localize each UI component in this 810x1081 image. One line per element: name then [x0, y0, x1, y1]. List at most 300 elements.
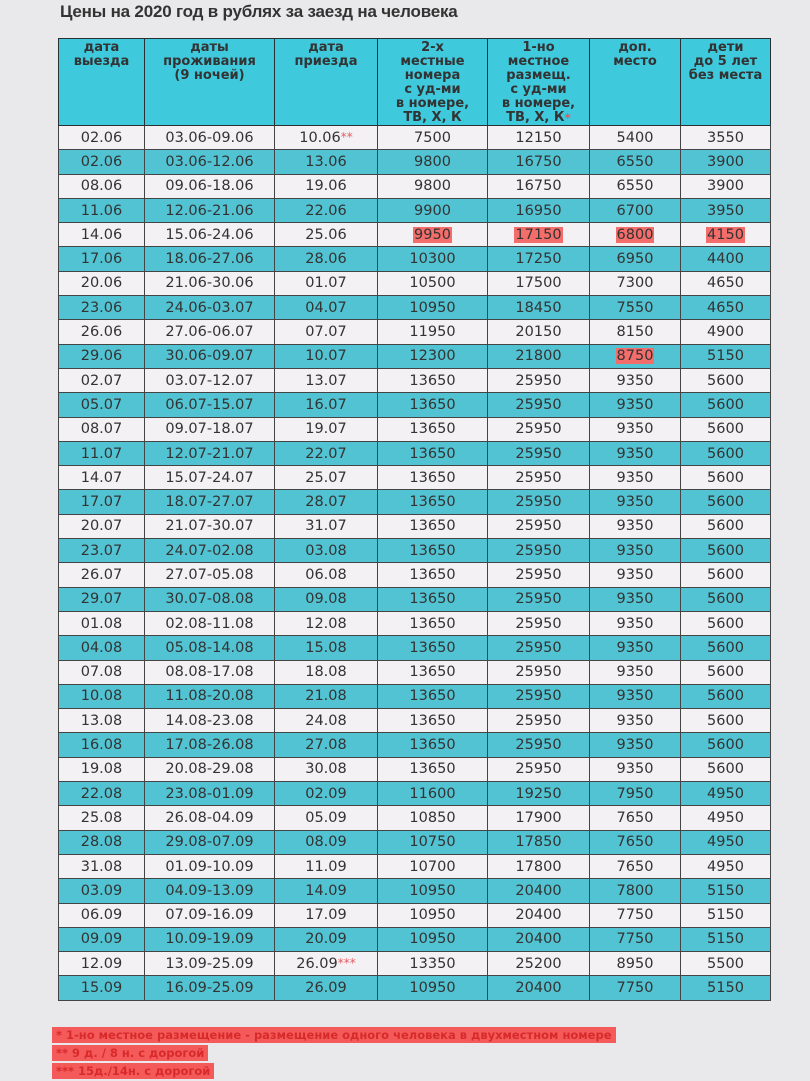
- cell-value: 9800: [414, 153, 451, 170]
- footnote-marker: *: [564, 111, 571, 125]
- cell-double-room-price: [378, 393, 488, 417]
- table-row: [59, 830, 771, 854]
- cell-single-room-price: [488, 927, 590, 951]
- cell-value: 22.08: [80, 785, 123, 802]
- cell-departure-date: [59, 514, 145, 538]
- cell-value: 20.08-29.08: [165, 761, 254, 778]
- cell-extra-bed-price: [590, 223, 681, 247]
- cell-double-room-price: [378, 466, 488, 490]
- cell-value: 01.08: [80, 615, 123, 632]
- cell-single-room-price: [488, 709, 590, 733]
- cell-double-room-price: [378, 709, 488, 733]
- cell-departure-date: [59, 733, 145, 757]
- table-row: [59, 344, 771, 368]
- cell-child-price: [681, 174, 771, 198]
- cell-value: 9900: [414, 202, 451, 219]
- cell-value: 25950: [515, 591, 562, 608]
- cell-departure-date: [59, 271, 145, 295]
- cell-extra-bed-price: [590, 490, 681, 514]
- cell-extra-bed-price: [590, 879, 681, 903]
- cell-single-room-price: [488, 514, 590, 538]
- cell-value: 01.07: [305, 275, 347, 292]
- table-row: [59, 733, 771, 757]
- cell-value: 30.06-09.07: [165, 348, 254, 365]
- cell-stay-dates: [145, 271, 275, 295]
- cell-extra-bed-price: [590, 684, 681, 708]
- cell-double-room-price: [378, 198, 488, 222]
- cell-departure-date: [59, 854, 145, 878]
- header-arrival-date: дата приезда: [275, 39, 378, 126]
- table-row: [59, 709, 771, 733]
- cell-single-room-price: [488, 393, 590, 417]
- cell-arrival-date: [275, 660, 378, 684]
- cell-arrival-date: [275, 417, 378, 441]
- cell-value: 10.07: [305, 348, 347, 365]
- cell-departure-date: [59, 393, 145, 417]
- cell-value: 5600: [707, 542, 744, 559]
- cell-arrival-date: [275, 223, 378, 247]
- cell-single-room-price: [488, 563, 590, 587]
- cell-extra-bed-price: [590, 903, 681, 927]
- table-row: [59, 271, 771, 295]
- cell-stay-dates: [145, 976, 275, 1000]
- cell-stay-dates: [145, 611, 275, 635]
- cell-departure-date: [59, 296, 145, 320]
- table-row: [59, 417, 771, 441]
- cell-value: 13650: [409, 445, 456, 462]
- cell-double-room-price: [378, 636, 488, 660]
- cell-value: 25950: [515, 396, 562, 413]
- cell-value: 5400: [616, 129, 654, 146]
- cell-value: 21.08: [305, 688, 347, 705]
- cell-stay-dates: [145, 952, 275, 976]
- cell-value: 02.09: [305, 785, 347, 802]
- cell-extra-bed-price: [590, 806, 681, 830]
- cell-value: 12.07-21.07: [165, 445, 254, 462]
- table-row: [59, 782, 771, 806]
- cell-single-room-price: [488, 806, 590, 830]
- cell-child-price: [681, 490, 771, 514]
- cell-single-room-price: [488, 490, 590, 514]
- cell-double-room-price: [378, 539, 488, 563]
- cell-value: 05.08-14.08: [165, 639, 254, 656]
- cell-departure-date: [59, 223, 145, 247]
- cell-value: 16950: [515, 202, 562, 219]
- cell-value: 6550: [616, 178, 654, 195]
- cell-value: 11.08-20.08: [165, 688, 254, 705]
- cell-extra-bed-price: [590, 514, 681, 538]
- cell-value: 5600: [707, 566, 744, 583]
- cell-value: 03.08: [305, 542, 347, 559]
- cell-child-price: [681, 223, 771, 247]
- cell-child-price: [681, 368, 771, 392]
- cell-value: 28.08: [80, 834, 123, 851]
- cell-value: 4950: [707, 858, 744, 875]
- cell-single-room-price: [488, 271, 590, 295]
- cell-arrival-date: [275, 879, 378, 903]
- cell-value: 20.09: [305, 931, 347, 948]
- cell-single-room-price: [488, 952, 590, 976]
- cell-child-price: [681, 417, 771, 441]
- cell-value: 5150: [707, 980, 744, 997]
- cell-stay-dates: [145, 709, 275, 733]
- cell-single-room-price: [488, 174, 590, 198]
- cell-value: 25950: [515, 664, 562, 681]
- page-title: Цены на 2020 год в рублях за заезд на человека: [60, 2, 458, 21]
- cell-departure-date: [59, 344, 145, 368]
- cell-single-room-price: [488, 636, 590, 660]
- cell-value: 17250: [515, 251, 562, 268]
- cell-double-room-price: [378, 611, 488, 635]
- cell-value: 8150: [616, 324, 654, 341]
- cell-double-room-price: [378, 174, 488, 198]
- cell-value: 7800: [616, 882, 654, 899]
- cell-arrival-date: [275, 927, 378, 951]
- cell-extra-bed-price: [590, 466, 681, 490]
- cell-arrival-date: [275, 684, 378, 708]
- cell-arrival-date: [275, 709, 378, 733]
- cell-value: 09.07-18.07: [165, 421, 254, 438]
- cell-value: 28.06: [305, 251, 347, 268]
- cell-extra-bed-price: [590, 709, 681, 733]
- cell-departure-date: [59, 952, 145, 976]
- cell-arrival-date: [275, 563, 378, 587]
- cell-child-price: [681, 903, 771, 927]
- footnote-1: * 1-но местное размещение - размещение одного человека в двухместном номере: [52, 1027, 616, 1043]
- cell-value: 08.06: [80, 178, 123, 195]
- cell-value: 12150: [515, 129, 562, 146]
- cell-arrival-date: [275, 393, 378, 417]
- cell-value: 7650: [616, 858, 654, 875]
- cell-stay-dates: [145, 368, 275, 392]
- table-row: [59, 587, 771, 611]
- cell-double-room-price: [378, 247, 488, 271]
- cell-child-price: [681, 126, 771, 150]
- cell-value: 3550: [707, 129, 744, 146]
- cell-value: 14.06: [80, 226, 123, 243]
- cell-single-room-price: [488, 466, 590, 490]
- cell-value: 18.06-27.06: [165, 251, 254, 268]
- cell-value: 11.07: [80, 445, 123, 462]
- cell-value: 8750: [616, 348, 654, 365]
- cell-value: 7300: [616, 275, 654, 292]
- cell-departure-date: [59, 126, 145, 150]
- cell-value: 03.06-12.06: [165, 153, 254, 170]
- cell-value: 5600: [707, 737, 744, 754]
- cell-double-room-price: [378, 660, 488, 684]
- cell-stay-dates: [145, 563, 275, 587]
- cell-departure-date: [59, 830, 145, 854]
- cell-arrival-date: [275, 368, 378, 392]
- cell-stay-dates: [145, 417, 275, 441]
- cell-value: 04.08: [80, 639, 123, 656]
- cell-value: 17800: [515, 858, 562, 875]
- cell-value: 5600: [707, 712, 744, 729]
- cell-value: 05.09: [305, 809, 347, 826]
- cell-stay-dates: [145, 490, 275, 514]
- cell-single-room-price: [488, 903, 590, 927]
- cell-arrival-date: [275, 830, 378, 854]
- cell-value: 4150: [707, 226, 744, 243]
- table-row: [59, 976, 771, 1000]
- cell-value: 5600: [707, 396, 744, 413]
- cell-stay-dates: [145, 660, 275, 684]
- cell-double-room-price: [378, 903, 488, 927]
- cell-extra-bed-price: [590, 660, 681, 684]
- cell-value: 07.07: [305, 324, 347, 341]
- cell-value: 16.08: [80, 737, 123, 754]
- header-double-room: 2-х местные номера с уд-ми в номере, ТВ, Х, К: [378, 39, 488, 126]
- cell-value: 25950: [515, 712, 562, 729]
- cell-value: 25950: [515, 761, 562, 778]
- footnote-marker: ***: [337, 955, 356, 970]
- cell-arrival-date: [275, 198, 378, 222]
- cell-value: 4650: [707, 299, 744, 316]
- cell-departure-date: [59, 563, 145, 587]
- cell-value: 10950: [409, 299, 456, 316]
- cell-value: 9950: [414, 226, 451, 243]
- cell-departure-date: [59, 709, 145, 733]
- cell-value: 13650: [409, 542, 456, 559]
- cell-single-room-price: [488, 296, 590, 320]
- cell-value: 09.09: [80, 931, 123, 948]
- cell-child-price: [681, 247, 771, 271]
- table-row: [59, 441, 771, 465]
- table-row: [59, 320, 771, 344]
- cell-value: 27.08: [305, 737, 347, 754]
- cell-value: 10950: [409, 931, 456, 948]
- cell-single-room-price: [488, 441, 590, 465]
- cell-value: 26.07: [80, 566, 123, 583]
- cell-single-room-price: [488, 660, 590, 684]
- cell-value: 13650: [409, 615, 456, 632]
- cell-value: 6950: [616, 251, 654, 268]
- cell-single-room-price: [488, 417, 590, 441]
- cell-value: 10950: [409, 882, 456, 899]
- cell-value: 5600: [707, 518, 744, 535]
- cell-single-room-price: [488, 830, 590, 854]
- cell-child-price: [681, 709, 771, 733]
- price-table: [58, 38, 771, 1001]
- cell-double-room-price: [378, 296, 488, 320]
- cell-value: 04.07: [305, 299, 347, 316]
- cell-single-room-price: [488, 587, 590, 611]
- cell-value: 18450: [515, 299, 562, 316]
- footnotes: [52, 1027, 616, 1081]
- cell-value: 14.08-23.08: [165, 712, 254, 729]
- cell-single-room-price: [488, 247, 590, 271]
- cell-arrival-date: [275, 271, 378, 295]
- table-row: [59, 903, 771, 927]
- cell-double-room-price: [378, 320, 488, 344]
- cell-extra-bed-price: [590, 976, 681, 1000]
- cell-child-price: [681, 587, 771, 611]
- cell-value: 10700: [409, 858, 456, 875]
- cell-stay-dates: [145, 320, 275, 344]
- cell-double-room-price: [378, 490, 488, 514]
- cell-value: 5600: [707, 445, 744, 462]
- cell-extra-bed-price: [590, 247, 681, 271]
- cell-value: 19.07: [305, 421, 347, 438]
- table-row: [59, 126, 771, 150]
- cell-value: 02.06: [80, 153, 123, 170]
- cell-value: 5150: [707, 931, 744, 948]
- cell-value: 9350: [616, 761, 654, 778]
- cell-double-room-price: [378, 441, 488, 465]
- cell-value: 13650: [409, 639, 456, 656]
- cell-value: 9350: [616, 615, 654, 632]
- table-row: [59, 174, 771, 198]
- table-row: [59, 636, 771, 660]
- cell-value: 23.06: [80, 299, 123, 316]
- header-stay-dates: даты проживания (9 ночей): [145, 39, 275, 126]
- cell-stay-dates: [145, 126, 275, 150]
- cell-value: 22.07: [305, 445, 347, 462]
- cell-single-room-price: [488, 539, 590, 563]
- cell-value: 5600: [707, 494, 744, 511]
- cell-value: 21.07-30.07: [165, 518, 254, 535]
- cell-value: 03.07-12.07: [165, 372, 254, 389]
- cell-value: 5600: [707, 372, 744, 389]
- cell-value: 26.06: [80, 324, 123, 341]
- table-row: [59, 611, 771, 635]
- table-row: [59, 466, 771, 490]
- cell-value: 21800: [515, 348, 562, 365]
- cell-double-room-price: [378, 782, 488, 806]
- cell-stay-dates: [145, 830, 275, 854]
- cell-value: 16750: [515, 153, 562, 170]
- cell-departure-date: [59, 466, 145, 490]
- cell-value: 14.09: [305, 882, 347, 899]
- table-row: [59, 757, 771, 781]
- cell-value: 7650: [616, 809, 654, 826]
- cell-arrival-date: [275, 296, 378, 320]
- cell-value: 17900: [515, 809, 562, 826]
- cell-child-price: [681, 927, 771, 951]
- cell-value: 13650: [409, 737, 456, 754]
- cell-value: 13650: [409, 396, 456, 413]
- cell-value: 20.07: [80, 518, 123, 535]
- cell-child-price: [681, 806, 771, 830]
- cell-value: 13.08: [80, 712, 123, 729]
- cell-value: 23.08-01.09: [165, 785, 254, 802]
- cell-extra-bed-price: [590, 150, 681, 174]
- cell-double-room-price: [378, 563, 488, 587]
- cell-stay-dates: [145, 150, 275, 174]
- cell-value: 7650: [616, 834, 654, 851]
- cell-extra-bed-price: [590, 271, 681, 295]
- cell-child-price: [681, 733, 771, 757]
- cell-value: 22.06: [305, 202, 347, 219]
- cell-value: 17.09: [305, 907, 347, 924]
- cell-arrival-date: [275, 320, 378, 344]
- cell-value: 16.07: [305, 396, 347, 413]
- cell-value: 08.07: [80, 421, 123, 438]
- cell-arrival-date: [275, 903, 378, 927]
- cell-value: 8950: [616, 955, 654, 972]
- cell-value: 17.07: [80, 494, 123, 511]
- cell-value: 20150: [515, 324, 562, 341]
- cell-single-room-price: [488, 611, 590, 635]
- cell-value: 12300: [409, 348, 456, 365]
- cell-stay-dates: [145, 441, 275, 465]
- cell-arrival-date: [275, 150, 378, 174]
- cell-arrival-date: [275, 247, 378, 271]
- cell-value: 16.09-25.09: [165, 980, 254, 997]
- cell-single-room-price: [488, 320, 590, 344]
- cell-value: 13650: [409, 688, 456, 705]
- cell-value: 30.07-08.08: [165, 591, 254, 608]
- cell-value: 9350: [616, 469, 654, 486]
- cell-value: 25950: [515, 737, 562, 754]
- header-departure-date: дата выезда: [59, 39, 145, 126]
- cell-value: 08.08-17.08: [165, 664, 254, 681]
- cell-stay-dates: [145, 344, 275, 368]
- cell-value: 3900: [707, 153, 744, 170]
- cell-single-room-price: [488, 757, 590, 781]
- cell-extra-bed-price: [590, 174, 681, 198]
- cell-value: 10.09-19.09: [165, 931, 254, 948]
- cell-extra-bed-price: [590, 441, 681, 465]
- table-row: [59, 539, 771, 563]
- cell-value: 30.08: [305, 761, 347, 778]
- cell-value: 9350: [616, 518, 654, 535]
- cell-departure-date: [59, 806, 145, 830]
- cell-single-room-price: [488, 150, 590, 174]
- cell-extra-bed-price: [590, 611, 681, 635]
- cell-departure-date: [59, 684, 145, 708]
- cell-value: 7750: [616, 980, 654, 997]
- cell-stay-dates: [145, 174, 275, 198]
- cell-departure-date: [59, 976, 145, 1000]
- cell-departure-date: [59, 660, 145, 684]
- cell-value: 18.07-27.07: [165, 494, 254, 511]
- cell-value: 9350: [616, 639, 654, 656]
- cell-value: 7500: [414, 129, 451, 146]
- cell-value: 3950: [707, 202, 744, 219]
- cell-value: 02.06: [80, 129, 123, 146]
- cell-extra-bed-price: [590, 854, 681, 878]
- cell-extra-bed-price: [590, 126, 681, 150]
- cell-child-price: [681, 830, 771, 854]
- cell-value: 19.08: [80, 761, 123, 778]
- table-row: [59, 247, 771, 271]
- cell-child-price: [681, 563, 771, 587]
- cell-departure-date: [59, 927, 145, 951]
- cell-value: 9350: [616, 542, 654, 559]
- cell-value: 5500: [707, 955, 744, 972]
- cell-value: 05.07: [80, 396, 123, 413]
- cell-value: 06.09: [80, 907, 123, 924]
- cell-value: 3900: [707, 178, 744, 195]
- cell-value: 15.09: [80, 980, 123, 997]
- cell-double-room-price: [378, 757, 488, 781]
- cell-departure-date: [59, 879, 145, 903]
- cell-single-room-price: [488, 733, 590, 757]
- cell-value: 9350: [616, 445, 654, 462]
- cell-value: 19.06: [305, 178, 347, 195]
- cell-value: 12.09: [80, 955, 123, 972]
- cell-value: 5600: [707, 664, 744, 681]
- cell-stay-dates: [145, 247, 275, 271]
- cell-double-room-price: [378, 150, 488, 174]
- cell-extra-bed-price: [590, 320, 681, 344]
- header-single-room: [488, 39, 590, 126]
- cell-stay-dates: [145, 636, 275, 660]
- cell-value: 27.07-05.08: [165, 566, 254, 583]
- cell-value: 9350: [616, 664, 654, 681]
- table-row: [59, 927, 771, 951]
